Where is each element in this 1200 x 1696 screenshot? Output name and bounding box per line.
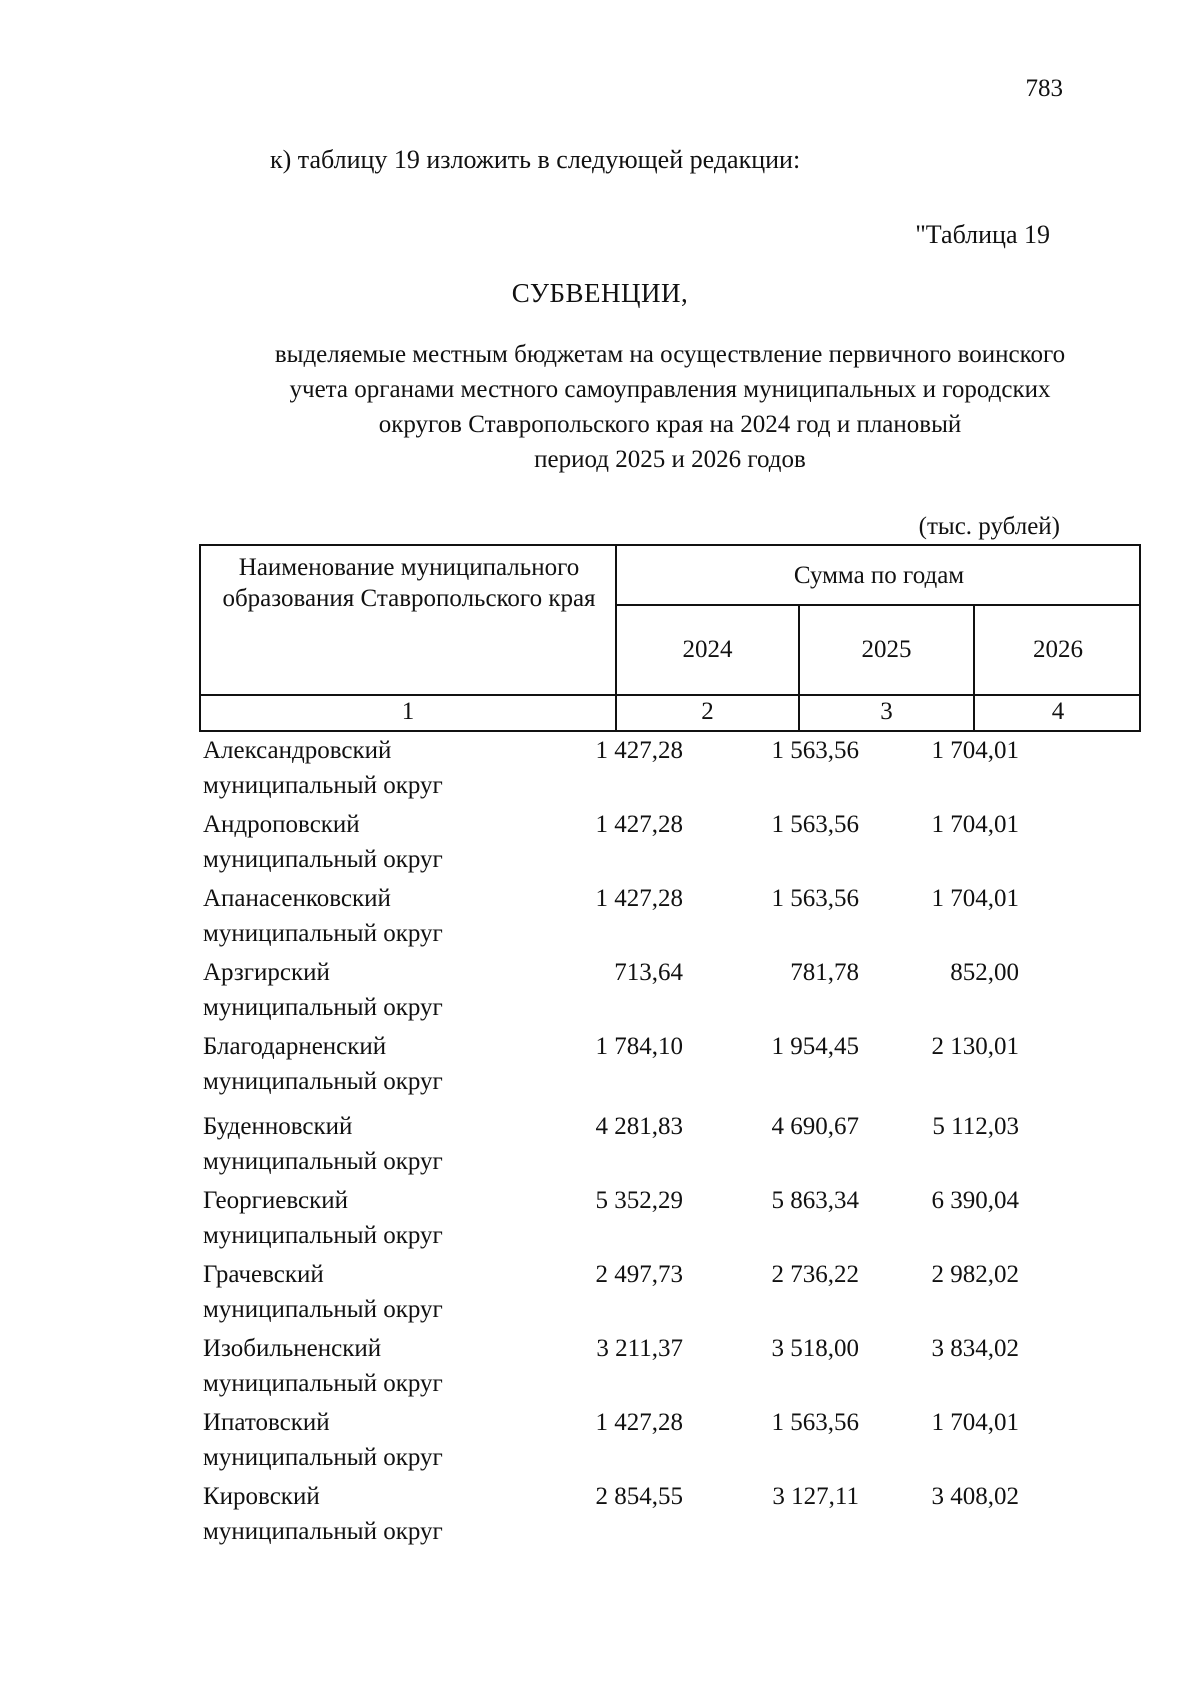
table-row: [199, 1109, 1141, 1183]
municipality-name: Буденновский муниципальный округ: [203, 1113, 443, 1175]
value-2024: 1 427,28: [595, 737, 683, 764]
value-2025: 2 736,22: [771, 1261, 859, 1288]
table-row: [199, 881, 1141, 955]
subtitle-line: округов Ставропольского края на 2024 год и плановый: [378, 411, 962, 438]
value-2025: 1 954,45: [771, 1033, 859, 1060]
value-2025: 1 563,56: [771, 885, 859, 912]
municipality-name: Георгиевский муниципальный округ: [203, 1187, 443, 1249]
table-row: [199, 807, 1141, 881]
table-body: [199, 733, 1141, 1553]
value-2024: 4 281,83: [595, 1113, 683, 1140]
value-2024: 1 784,10: [595, 1033, 683, 1060]
intro-text: к) таблицу 19 изложить в следующей редакции:: [270, 145, 801, 174]
column-number: 1: [401, 698, 415, 725]
municipality-name: Андроповский муниципальный округ: [203, 811, 443, 873]
value-2024: 2 497,73: [595, 1261, 683, 1288]
value-2026: 5 112,03: [932, 1113, 1019, 1140]
value-2025: 1 563,56: [771, 1409, 859, 1436]
value-2026: 3 408,02: [931, 1483, 1019, 1510]
value-2026: 2 982,02: [931, 1261, 1019, 1288]
header-sum-by-years: Сумма по годам: [793, 562, 965, 589]
document-subtitle: [190, 337, 1150, 477]
value-2025: 5 863,34: [771, 1187, 859, 1214]
table-row: [199, 1405, 1141, 1479]
header-divider: [615, 604, 1141, 606]
header-year-2024: 2024: [682, 636, 733, 663]
municipality-name: Кировский муниципальный округ: [203, 1483, 443, 1545]
municipality-name: Ипатовский муниципальный округ: [203, 1409, 443, 1471]
value-2026: 6 390,04: [931, 1187, 1019, 1214]
value-2024: 1 427,28: [595, 1409, 683, 1436]
column-number: 2: [701, 698, 714, 725]
header-name-column: Наименование муниципального образования Ставропольского края: [222, 554, 596, 612]
value-2025: 4 690,67: [771, 1113, 859, 1140]
table-header: [199, 544, 1141, 732]
value-2026: 1 704,01: [931, 1409, 1019, 1436]
value-2025: 781,78: [790, 959, 859, 986]
table-row: [199, 1257, 1141, 1331]
municipality-name: Благодарненский муниципальный округ: [203, 1033, 443, 1095]
table-row: [199, 1029, 1141, 1109]
municipality-name: Александровский муниципальный округ: [203, 737, 443, 799]
value-2025: 3 127,11: [772, 1483, 859, 1510]
municipality-name: Грачевский муниципальный округ: [203, 1261, 443, 1323]
header-divider: [201, 694, 1141, 696]
table-row: [199, 733, 1141, 807]
value-2024: 3 211,37: [596, 1335, 683, 1362]
table-row: [199, 1183, 1141, 1257]
municipality-name: Апанасенковский муниципальный округ: [203, 885, 443, 947]
value-2024: 1 427,28: [595, 885, 683, 912]
value-2026: 3 834,02: [931, 1335, 1019, 1362]
subtitle-line: период 2025 и 2026 годов: [534, 446, 806, 473]
value-2024: 1 427,28: [595, 811, 683, 838]
value-2024: 2 854,55: [595, 1483, 683, 1510]
value-2024: 5 352,29: [595, 1187, 683, 1214]
municipality-name: Арзгирский муниципальный округ: [203, 959, 443, 1021]
value-2025: 1 563,56: [771, 737, 859, 764]
table-row: [199, 1479, 1141, 1553]
page-number: 783: [1025, 75, 1063, 102]
value-2025: 1 563,56: [771, 811, 859, 838]
column-number: 4: [1051, 698, 1065, 725]
header-year-2025: 2025: [861, 636, 912, 663]
value-2026: 1 704,01: [931, 811, 1019, 838]
unit-label: (тыс. рублей): [918, 513, 1060, 540]
value-2025: 3 518,00: [771, 1335, 859, 1362]
table-row: [199, 955, 1141, 1029]
subtitle-line: учета органами местного самоуправления муниципальных и городских: [289, 376, 1051, 403]
value-2024: 713,64: [614, 959, 683, 986]
value-2026: 2 130,01: [931, 1033, 1019, 1060]
subtitle-line: выделяемые местным бюджетам на осуществление первичного воинского: [274, 341, 1066, 368]
municipality-name: Изобильненский муниципальный округ: [203, 1335, 443, 1397]
value-2026: 852,00: [950, 959, 1019, 986]
document-title: СУБВЕНЦИИ,: [511, 278, 689, 308]
value-2026: 1 704,01: [931, 885, 1019, 912]
value-2026: 1 704,01: [931, 737, 1019, 764]
table-label: "Таблица 19: [915, 220, 1050, 249]
column-number: 3: [880, 698, 893, 725]
header-year-2026: 2026: [1033, 636, 1083, 663]
table-row: [199, 1331, 1141, 1405]
